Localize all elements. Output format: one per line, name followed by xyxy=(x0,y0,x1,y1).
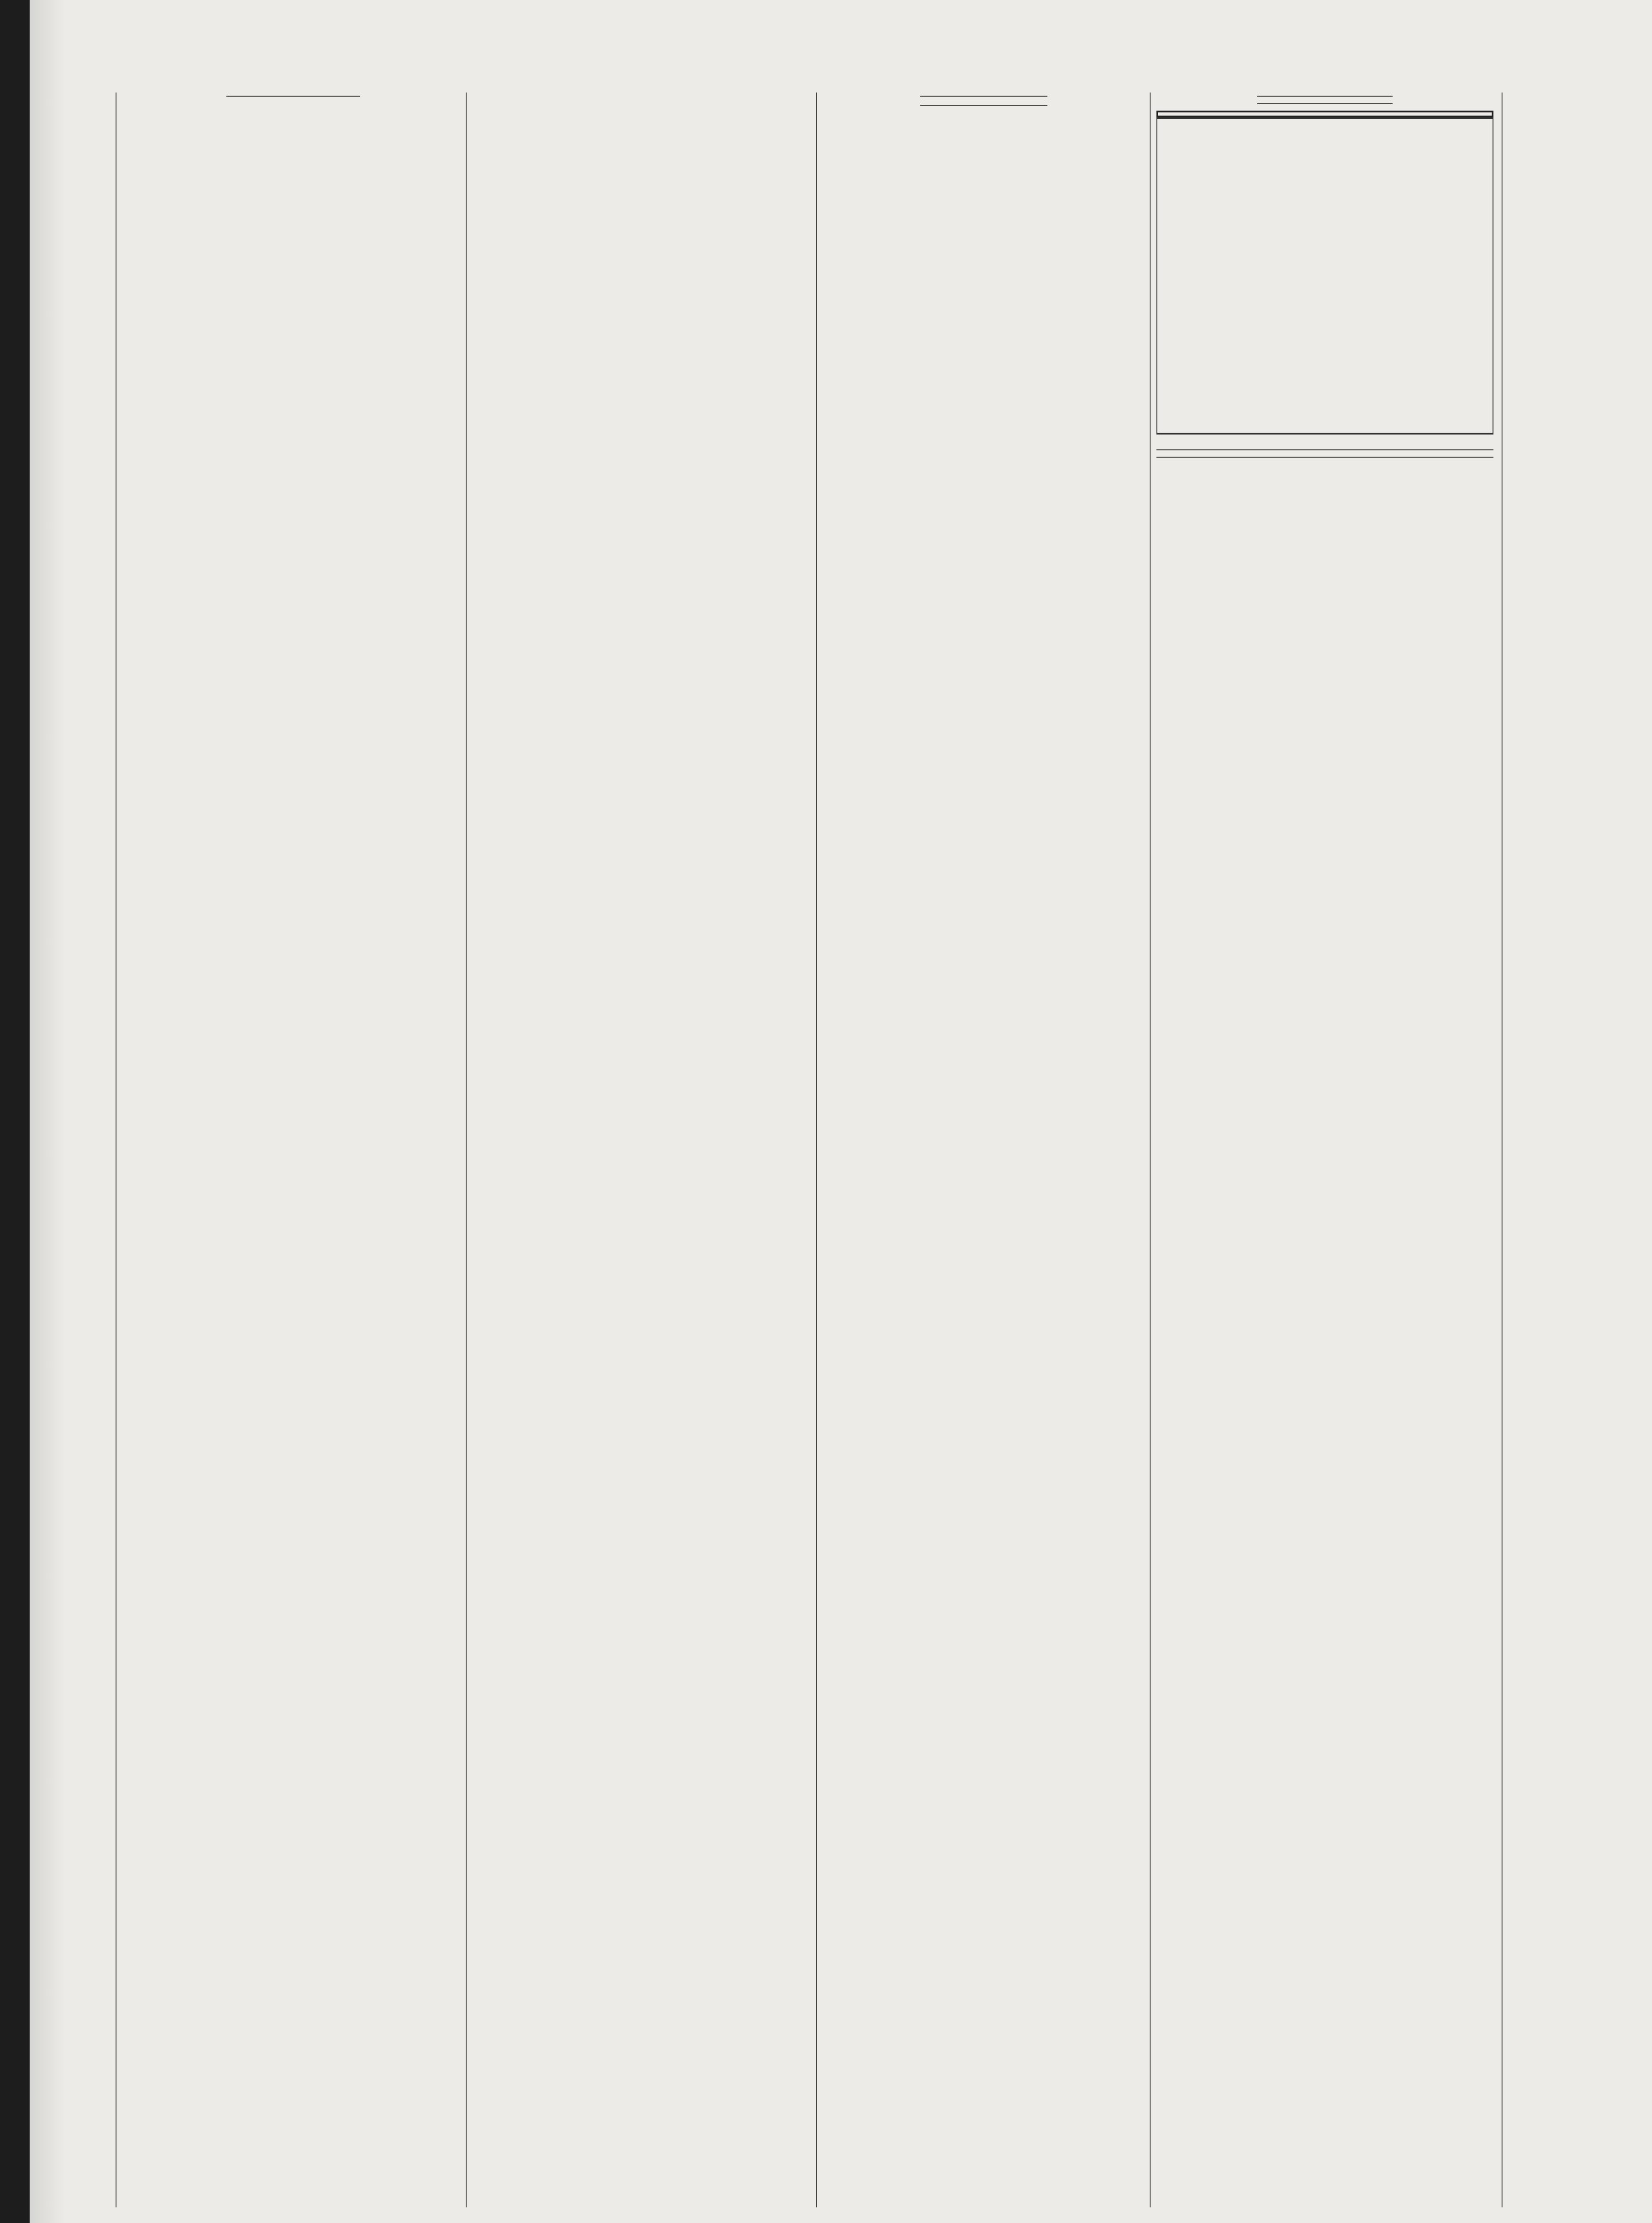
section-separator xyxy=(1156,449,1493,450)
column-d xyxy=(1156,89,1493,464)
weather-station-box xyxy=(1156,111,1493,435)
newspaper-page xyxy=(30,0,1652,2223)
barometer-chart xyxy=(1156,119,1493,434)
barometer-chart-svg xyxy=(1157,119,1493,426)
section-separator xyxy=(1257,103,1392,104)
section-separator xyxy=(1257,96,1392,97)
column-a xyxy=(126,89,461,105)
column-rule xyxy=(816,93,817,2207)
column-c xyxy=(824,89,1143,112)
weather-station-title xyxy=(1156,111,1493,117)
hydrometer-row xyxy=(1156,434,1493,435)
section-separator xyxy=(920,105,1047,106)
section-separator xyxy=(1156,457,1493,458)
column-rule xyxy=(1150,93,1151,2207)
section-separator xyxy=(226,96,360,97)
column-rule xyxy=(466,93,467,2207)
binding-shadow xyxy=(30,0,64,2223)
section-separator xyxy=(920,96,1047,97)
